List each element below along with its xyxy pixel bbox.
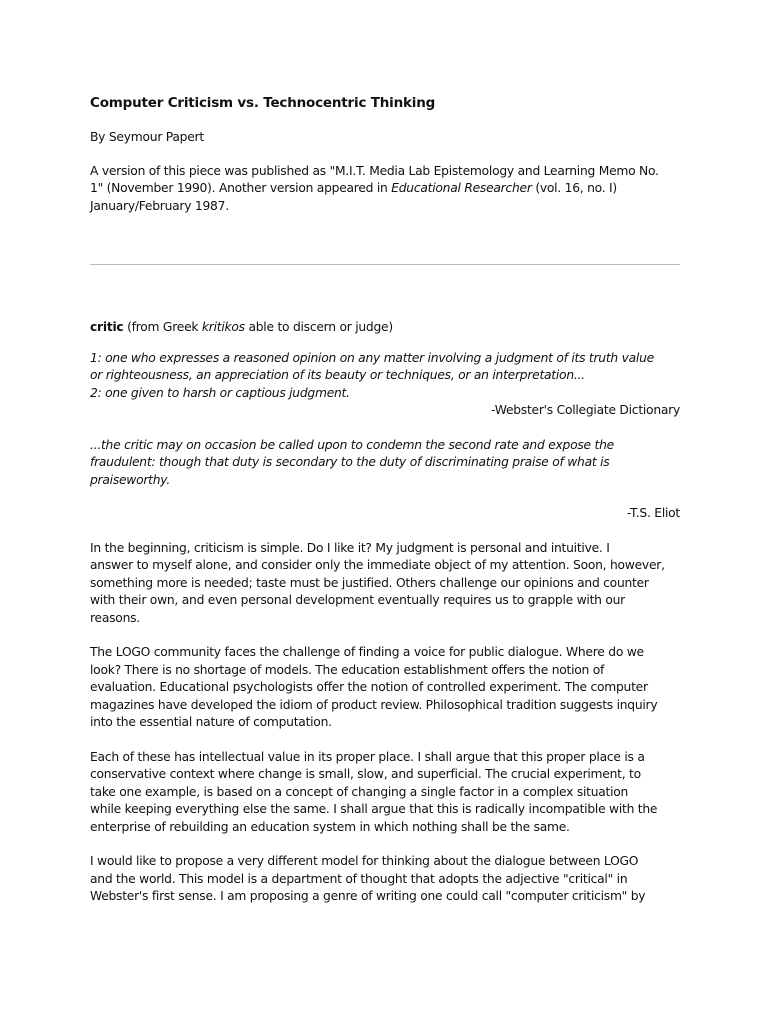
horizontal-divider <box>90 264 680 265</box>
paragraph-line: something more is needed; taste must be justified. Others challenge our opinions and counter <box>90 575 649 590</box>
etymology-text: (from Greek <box>123 320 202 334</box>
publication-note <box>90 163 680 216</box>
definition-sense-line: or righteousness, an appreciation of its beauty or techniques, or an interpretation... <box>90 368 585 382</box>
epigraph-quote <box>90 437 680 490</box>
definition-sense-line: 1: one who expresses a reasoned opinion on any matter involving a judgment of its truth value <box>90 350 654 365</box>
paragraph-line: The LOGO community faces the challenge of finding a voice for public dialogue. Where do we <box>90 645 644 659</box>
paragraph-line: conservative context where change is small, slow, and superficial. The crucial experiment, to <box>90 767 641 781</box>
body-paragraph <box>90 644 680 732</box>
article-title: Computer Criticism vs. Technocentric Thinking <box>90 95 436 111</box>
paragraph-line: enterprise of rebuilding an education system in which nothing shall be the same. <box>90 819 570 834</box>
paragraph-line: and the world. This model is a department of thought that adopts the adjective "critical" in <box>90 871 628 886</box>
defined-word: critic <box>90 320 124 334</box>
document-page <box>90 93 680 906</box>
publication-note-line: January/February 1987. <box>90 198 229 213</box>
paragraph-line: look? There is no shortage of models. The education establishment offers the notion of <box>90 662 605 677</box>
publication-note-text: (vol. 16, no. I) <box>531 181 617 195</box>
epigraph-line: praiseworthy. <box>90 472 171 487</box>
paragraph-line: magazines have developed the idiom of product review. Philosophical tradition suggests inquiry <box>90 697 658 712</box>
body-paragraph <box>90 853 680 906</box>
publication-note-line <box>90 180 680 198</box>
author-byline: By Seymour Papert <box>90 130 204 144</box>
definition-heading <box>90 319 680 337</box>
greek-word: kritikos <box>201 320 245 334</box>
paragraph-line: while keeping everything else the same. I shall argue that this is radically incompatible with the <box>90 802 658 816</box>
body-paragraph <box>90 749 680 837</box>
paragraph-line: Webster's first sense. I am proposing a genre of writing one could call "computer criticism" by <box>90 889 646 903</box>
paragraph-line: into the essential nature of computation. <box>90 715 332 729</box>
definition-senses <box>90 350 680 403</box>
etymology-text: able to discern or judge) <box>244 320 393 334</box>
epigraph-line: fraudulent: though that duty is secondary to the duty of discriminating praise of what is <box>90 455 610 469</box>
paragraph-line: In the beginning, criticism is simple. Do I like it? My judgment is personal and intuitive. I <box>90 540 610 555</box>
paragraph-line: answer to myself alone, and consider only the immediate object of my attention. Soon, however, <box>90 558 665 572</box>
dictionary-attribution: -Webster's Collegiate Dictionary <box>491 403 680 417</box>
paragraph-line: evaluation. Educational psychologists offer the notion of controlled experiment. The computer <box>90 680 648 694</box>
journal-name: Educational Researcher <box>391 181 532 195</box>
paragraph-line: I would like to propose a very different model for thinking about the dialogue between LOGO <box>90 854 639 868</box>
paragraph-line: with their own, and even personal development eventually requires us to grapple with our <box>90 593 625 607</box>
paragraph-line: Each of these has intellectual value in its proper place. I shall argue that this proper place is a <box>90 749 645 764</box>
publication-note-line: A version of this piece was published as "M.I.T. Media Lab Epistemology and Learning Memo No. <box>90 163 659 178</box>
paragraph-line: take one example, is based on a concept of changing a single factor in a complex situation <box>90 784 629 799</box>
body-paragraph <box>90 540 680 628</box>
publication-note-text: 1" (November 1990). Another version appeared in <box>90 181 392 195</box>
paragraph-line: reasons. <box>90 610 140 625</box>
epigraph-attribution: -T.S. Eliot <box>626 506 680 520</box>
definition-sense-line: 2: one given to harsh or captious judgment. <box>90 385 350 400</box>
epigraph-line: ...the critic may on occasion be called upon to condemn the second rate and expose the <box>90 437 614 452</box>
